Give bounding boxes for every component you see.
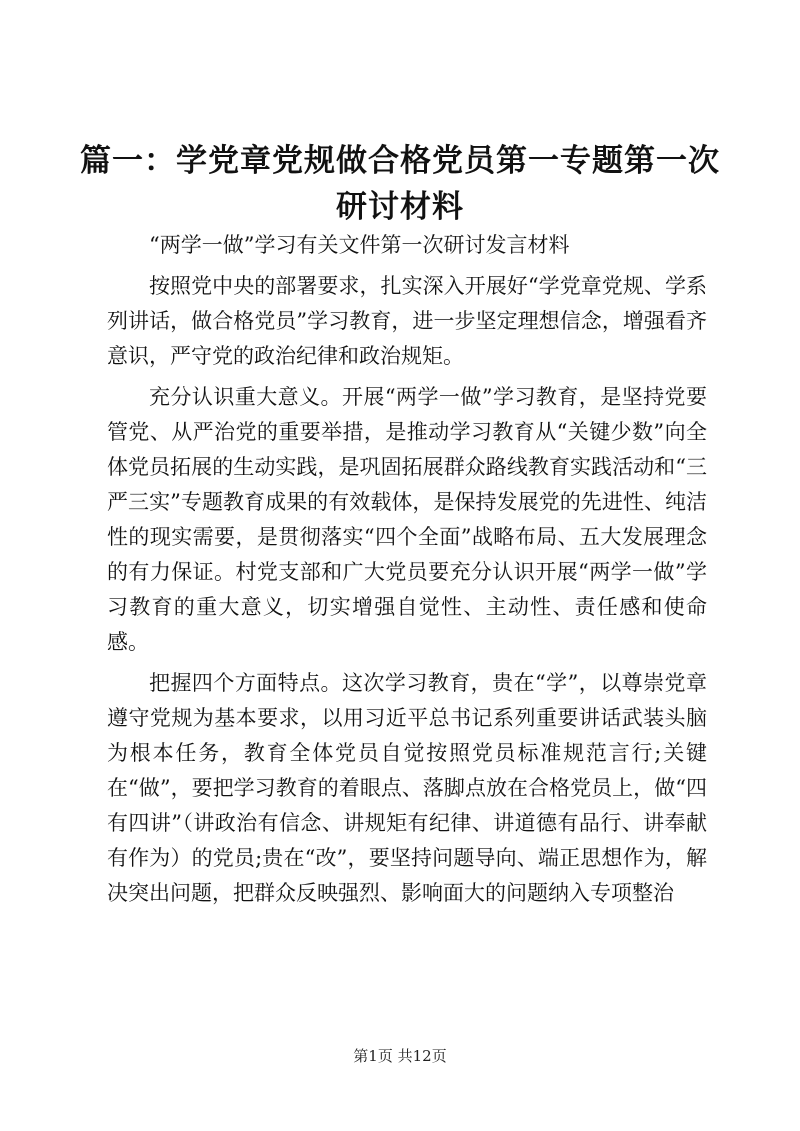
- page-footer: 第1页 共12页: [353, 1047, 447, 1065]
- paragraph-subtitle: “两学一做”学习有关文件第一次研讨发言材料: [149, 233, 570, 257]
- document-title: [70, 138, 730, 230]
- title-line-2: 研讨材料: [336, 189, 464, 225]
- paragraph-features: 把握四个方面特点。这次学习教育，贵在“学”，以尊崇党章遵守党规为基本要求，以用习近平总书记系列重要讲话武装头脑为根本任务，教育全体党员自觉按照党员标准规范言行;关键在“做”，要把学习教育的着眼点、落脚点放在合格党员上，做“四有四讲”（讲政治有信念、讲规矩有纪律、讲道德有品行、讲奉献有作为）的党员;贵在“改”，要坚持问题导向、端正思想作为，解决突出问题，把群众反映强烈、影响面大的问题纳入专项整治: [107, 671, 707, 905]
- paragraph-significance: 充分认识重大意义。开展“两学一做”学习教育，是坚持党要管党、从严治党的重要举措，是推动学习教育从“关键少数”向全体党员拓展的生动实践，是巩固拓展群众路线教育实践活动和“三严三实”专题教育成果的有效载体，是保持发展党的先进性、纯洁性的现实需要，是贯彻落实“四个全面”战略布局、五大发展理念的有力保证。村党支部和广大党员要充分认识开展“两学一做”学习教育的重大意义，切实增强自觉性、主动性、责任感和使命感。: [107, 385, 707, 654]
- paragraph-intro: 按照党中央的部署要求，扎实深入开展好“学党章党规、学系列讲话，做合格党员”学习教育，进一步坚定理想信念，增强看齐意识，严守党的政治纪律和政治规矩。: [107, 274, 707, 368]
- document-body: [107, 228, 707, 917]
- title-line-1: 篇一：学党章党规做合格党员第一专题第一次: [80, 143, 720, 179]
